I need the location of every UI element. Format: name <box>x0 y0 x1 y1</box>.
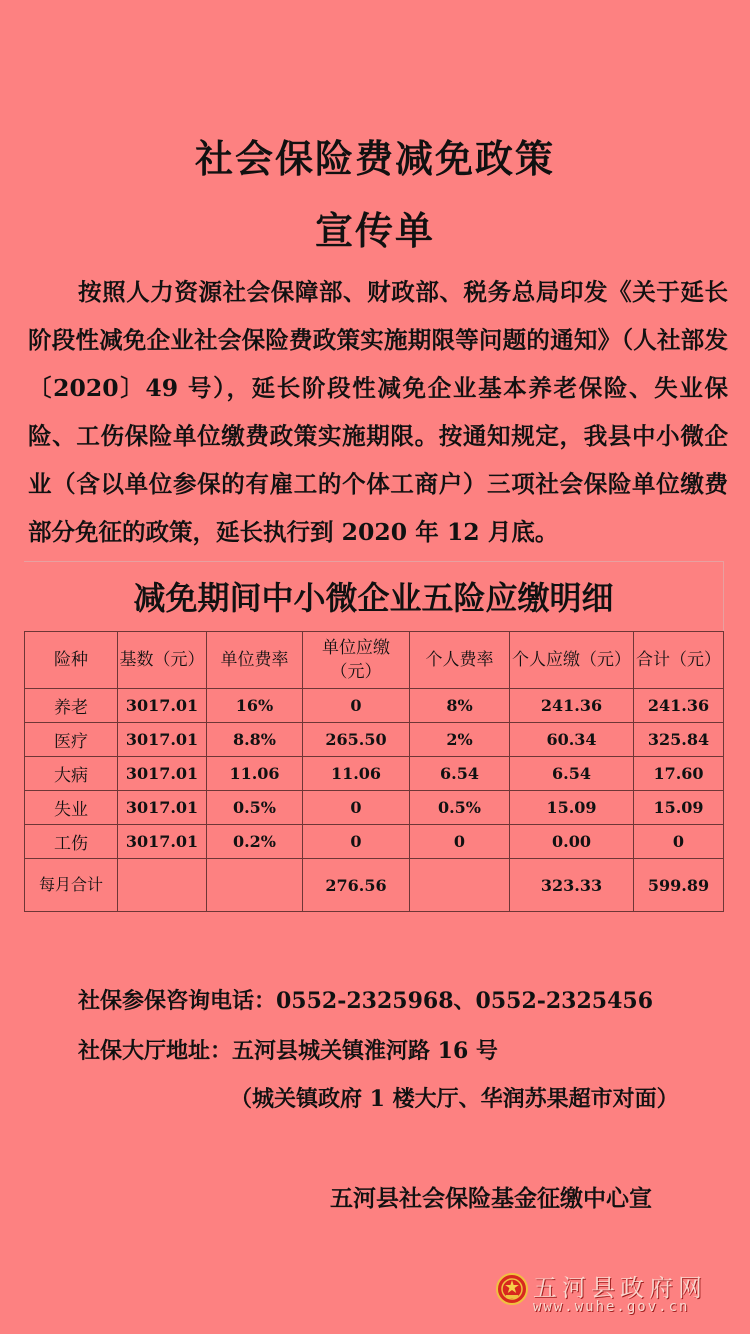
cell-total: 15.09 <box>634 791 724 825</box>
policy-paragraph <box>28 268 728 556</box>
cell-unit-rate: 0.2% <box>207 825 303 859</box>
cell-base: 3017.01 <box>118 825 207 859</box>
cell-personal-due: 60.34 <box>510 723 634 757</box>
title-line-2: 宣传单 <box>314 209 435 253</box>
cell-total: 325.84 <box>634 723 724 757</box>
table-row <box>25 757 724 791</box>
paragraph-text: 按照人力资源社会保障部、财政部、税务总局印发《关于延长阶段性减免企业社会保险费政策实施期限等问题的通知》（人社部发 〔2020〕49 号），延长阶段性减免企业基本养老保险、失业保险、工伤保险单位缴费政策实施期限。按通知规定，我县中小微企业（含以单位参保的有雇工的个体工商户）三项社会保险单位缴费部分免征的政策，延长执行到 2020 年 12 月底。 <box>28 278 728 546</box>
cell-personal-rate <box>410 859 510 912</box>
cell-base <box>118 859 207 912</box>
cell-personal-due: 0.00 <box>510 825 634 859</box>
table-title: 减免期间中小微企业五险应缴明细 <box>24 561 724 631</box>
header-total: 合计（元） <box>634 632 724 689</box>
cell-personal-rate: 0.5% <box>410 791 510 825</box>
cell-unit-rate <box>207 859 303 912</box>
header-unit-rate: 单位费率 <box>207 632 303 689</box>
cell-base: 3017.01 <box>118 757 207 791</box>
cell-base: 3017.01 <box>118 723 207 757</box>
title-line-1: 社会保险费减免政策 <box>194 137 555 181</box>
cell-total: 0 <box>634 825 724 859</box>
contribution-table-section <box>24 561 724 912</box>
national-emblem-icon <box>495 1272 529 1306</box>
contact-address-note: （城关镇政府 1 楼大厅、华润苏果超市对面） <box>230 1086 679 1112</box>
cell-type: 每月合计 <box>25 859 118 912</box>
cell-personal-due: 15.09 <box>510 791 634 825</box>
cell-unit-rate: 16% <box>207 689 303 723</box>
cell-personal-due: 241.36 <box>510 689 634 723</box>
watermark-site-name: 五河县政府网 <box>533 1274 707 1302</box>
header-base: 基数（元） <box>118 632 207 689</box>
cell-personal-due: 6.54 <box>510 757 634 791</box>
cell-unit-rate: 8.8% <box>207 723 303 757</box>
contact-address: 社保大厅地址：五河县城关镇淮河路 16 号 <box>78 1038 498 1064</box>
table-header-row <box>25 632 724 689</box>
table-row <box>25 723 724 757</box>
cell-unit-rate: 0.5% <box>207 791 303 825</box>
cell-unit-due: 11.06 <box>303 757 410 791</box>
contact-phone: 社保参保咨询电话：0552-2325968、0552-2325456 <box>78 988 654 1014</box>
header-type: 险种 <box>25 632 118 689</box>
cell-unit-due: 265.50 <box>303 723 410 757</box>
header-personal-due: 个人应缴（元） <box>510 632 634 689</box>
cell-unit-due: 0 <box>303 791 410 825</box>
table-total-row <box>25 859 724 912</box>
cell-unit-rate: 11.06 <box>207 757 303 791</box>
cell-personal-rate: 0 <box>410 825 510 859</box>
contribution-table <box>24 631 724 912</box>
cell-unit-due: 276.56 <box>303 859 410 912</box>
cell-type: 大病 <box>25 757 118 791</box>
header-personal-rate: 个人费率 <box>410 632 510 689</box>
cell-base: 3017.01 <box>118 689 207 723</box>
cell-unit-due: 0 <box>303 825 410 859</box>
site-watermark <box>495 1268 745 1328</box>
cell-personal-rate: 8% <box>410 689 510 723</box>
cell-type: 医疗 <box>25 723 118 757</box>
table-row <box>25 825 724 859</box>
cell-total: 17.60 <box>634 757 724 791</box>
table-row <box>25 791 724 825</box>
table-row <box>25 689 724 723</box>
signature: 五河县社会保险基金征缴中心宣 <box>330 1185 652 1212</box>
header-unit-due: 单位应缴（元） <box>303 632 410 689</box>
cell-total: 599.89 <box>634 859 724 912</box>
cell-type: 养老 <box>25 689 118 723</box>
cell-type: 失业 <box>25 791 118 825</box>
cell-personal-rate: 2% <box>410 723 510 757</box>
cell-base: 3017.01 <box>118 791 207 825</box>
cell-unit-due: 0 <box>303 689 410 723</box>
cell-total: 241.36 <box>634 689 724 723</box>
watermark-url: www.wuhe.gov.cn <box>533 1299 690 1315</box>
cell-type: 工伤 <box>25 825 118 859</box>
cell-personal-due: 323.33 <box>510 859 634 912</box>
cell-personal-rate: 6.54 <box>410 757 510 791</box>
